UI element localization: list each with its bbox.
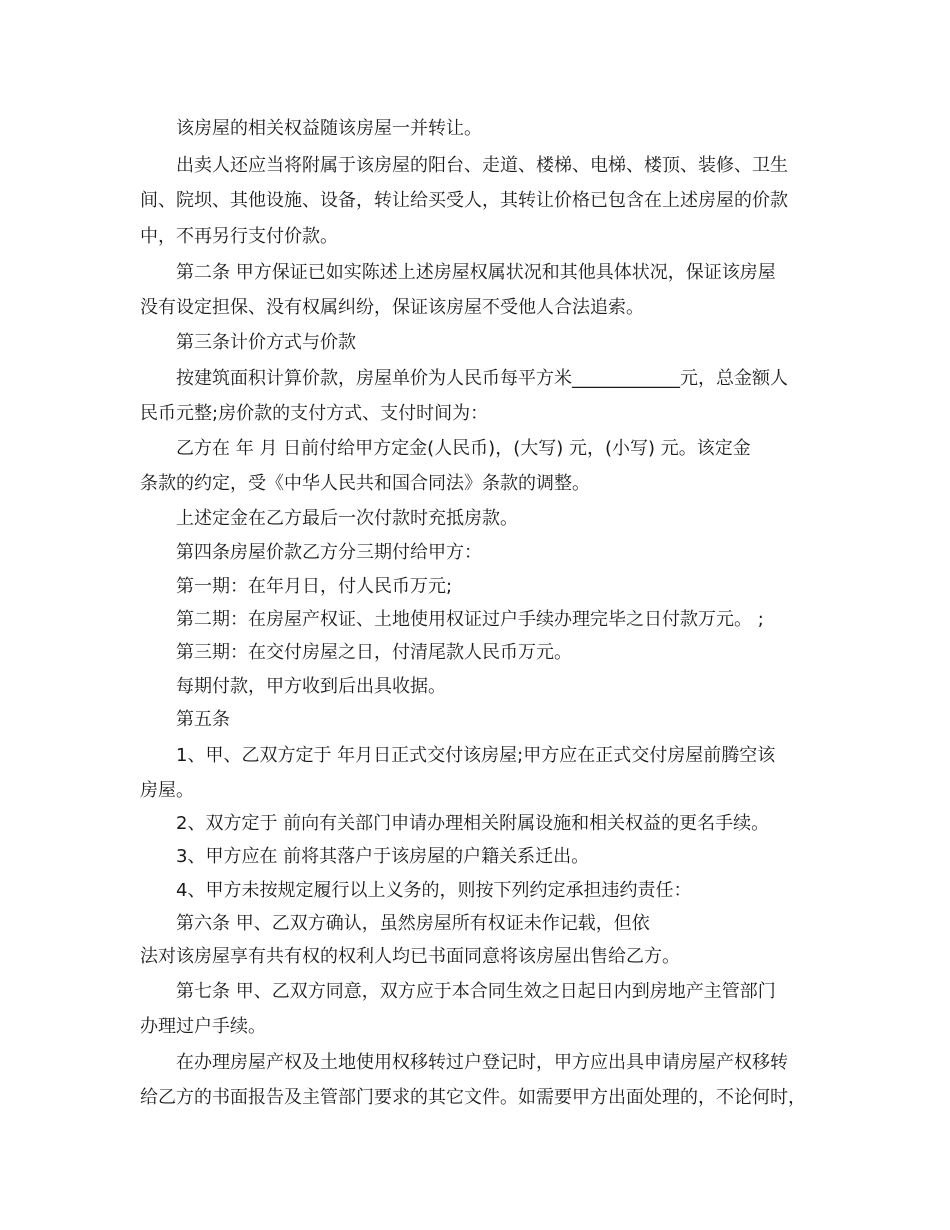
paragraph-line: 房屋。 [140, 780, 194, 801]
paragraph-line: 民币元整;房价款的支付方式、支付时间为： [140, 403, 489, 424]
paragraph-line: 第二期：在房屋产权证、土地使用权证过户手续办理完毕之日付款万元。 ; [176, 609, 764, 630]
paragraph-line: 办理过户手续。 [140, 1016, 266, 1037]
paragraph-line: 法对该房屋享有共有权的权利人均已书面同意将该房屋出售给乙方。 [140, 946, 680, 967]
paragraph-line: 条款的约定，受《中华人民共和国合同法》条款的调整。 [140, 473, 590, 494]
paragraph-line: 出卖人还应当将附属于该房屋的阳台、走道、楼梯、电梯、楼顶、装修、卫生 [176, 155, 788, 176]
paragraph-line: 第七条 甲、乙双方同意，双方应于本合同生效之日起日内到房地产主管部门 [176, 981, 776, 1002]
paragraph-line: 3、甲方应在 前将其落户于该房屋的户籍关系迁出。 [176, 846, 590, 867]
paragraph-line: 1、甲、乙双方定于 年月日正式交付该房屋;甲方应在正式交付房屋前腾空该 [176, 745, 776, 766]
paragraph-line: 没有设定担保、没有权属纠纷，保证该房屋不受他人合法追索。 [140, 297, 644, 318]
paragraph-line: 第六条 甲、乙双方确认，虽然房屋所有权证未作记载，但依 [176, 913, 650, 934]
paragraph-line: 按建筑面积计算价款，房屋单价为人民币每平方米____________元，总金额人 [176, 368, 788, 389]
paragraph-line: 在办理房屋产权及土地使用权移转过户登记时，甲方应出具申请房屋产权移转 [176, 1052, 788, 1073]
paragraph-line: 第一期：在年月日，付人民币万元; [176, 576, 453, 597]
paragraph-line: 该房屋的相关权益随该房屋一并转让。 [176, 118, 482, 139]
paragraph-line: 2、双方定于 前向有关部门申请办理相关附属设施和相关权益的更名手续。 [176, 813, 770, 834]
section-heading: 第五条 [176, 709, 230, 730]
section-heading: 第四条房屋价款乙方分三期付给甲方： [176, 542, 482, 563]
paragraph-line: 4、甲方未按规定履行以上义务的，则按下列约定承担违约责任： [176, 880, 692, 901]
paragraph-line: 乙方在 年 月 日前付给甲方定金(人民币)，(大写) 元，(小写) 元。该定金 [176, 438, 751, 459]
paragraph-line: 第二条 甲方保证已如实陈述上述房屋权属状况和其他具体状况，保证该房屋 [176, 262, 776, 283]
paragraph-line: 给乙方的书面报告及主管部门要求的其它文件。如需要甲方出面处理的，不论何时， [140, 1087, 806, 1108]
paragraph-line: 第三期：在交付房屋之日，付清尾款人民币万元。 [176, 642, 572, 663]
section-heading: 第三条计价方式与价款 [176, 332, 356, 353]
paragraph-line: 每期付款，甲方收到后出具收据。 [176, 676, 446, 697]
paragraph-line: 间、院坝、其他设施、设备，转让给买受人，其转让价格已包含在上述房屋的价款 [140, 190, 788, 211]
paragraph-line: 上述定金在乙方最后一次付款时充抵房款。 [176, 508, 518, 529]
paragraph-line: 中，不再另行支付价款。 [140, 226, 338, 247]
